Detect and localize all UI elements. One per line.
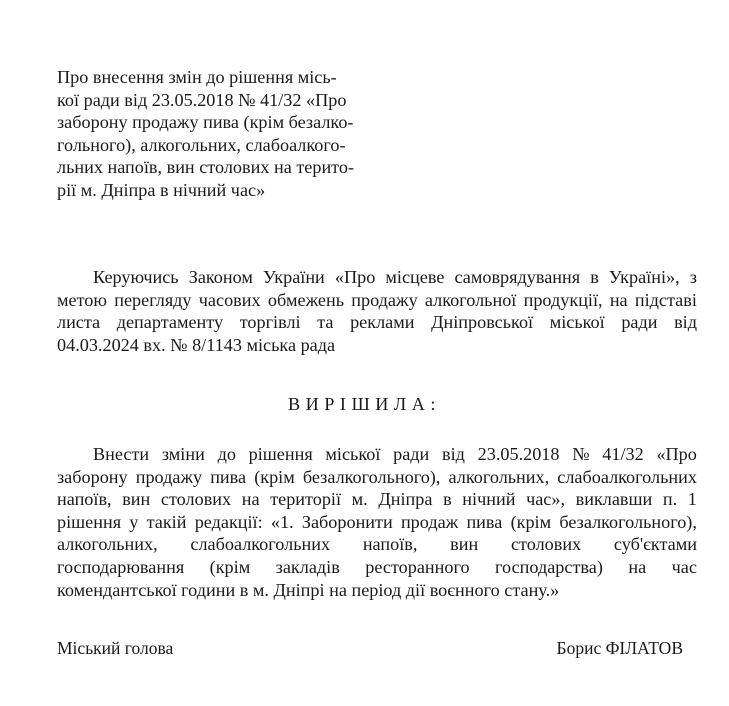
decision-line — [57, 556, 697, 579]
word: департаменту — [116, 312, 224, 333]
decision-line — [57, 443, 697, 466]
word: Дніпра — [378, 489, 433, 510]
word: (крім — [510, 511, 552, 532]
word: продажу — [135, 466, 203, 487]
word: заборону — [57, 466, 128, 487]
decision-heading: ВИРІШИЛА: — [288, 394, 441, 414]
word: реклами — [350, 312, 415, 333]
word: алкогольної — [424, 289, 517, 310]
signatory-name: Борис ФІЛАТОВ — [556, 638, 683, 658]
word: слабоалкогольних — [557, 466, 697, 487]
word: м. — [351, 489, 368, 510]
word: на — [241, 489, 260, 510]
word: столових — [510, 534, 582, 555]
word: у — [129, 511, 139, 532]
word: алкогольних, — [448, 466, 550, 487]
word: (крім — [254, 466, 295, 487]
word: 41/32 — [602, 444, 644, 464]
word: редакції: — [194, 511, 263, 532]
word: господарства) — [495, 556, 603, 577]
preamble-line — [57, 311, 697, 334]
word: перегляду — [114, 289, 192, 310]
word: Керуючись — [93, 267, 179, 287]
word: ради — [621, 312, 658, 333]
word: столових — [160, 489, 232, 510]
word: «Про — [334, 267, 376, 287]
word: безалкогольного), — [559, 511, 697, 532]
decision-line — [57, 488, 697, 511]
word: п. — [662, 489, 678, 510]
word: час — [671, 556, 697, 577]
word: в — [590, 267, 599, 287]
word: напоїв, — [362, 534, 418, 555]
word: з — [689, 267, 697, 287]
decision-paragraph — [57, 443, 697, 601]
word: «Про — [656, 444, 697, 464]
word: вин — [450, 534, 479, 555]
word: господарювання — [57, 556, 185, 577]
word: «1. — [270, 511, 294, 532]
word: зміни — [161, 444, 205, 464]
word: самоврядування — [454, 267, 581, 287]
word: продаж — [400, 511, 459, 532]
title-line: Про внесення змін до рішення місь- — [57, 67, 337, 87]
word: № — [572, 444, 590, 464]
word: ресторанного — [365, 556, 470, 577]
word: міської — [325, 444, 381, 464]
preamble-line — [57, 266, 697, 289]
word: рішення — [57, 511, 122, 532]
word: Заборонити — [301, 511, 393, 532]
word: листа — [57, 312, 101, 333]
word: час», — [526, 489, 565, 510]
preamble-line — [57, 289, 697, 312]
word: Дніпровської — [431, 312, 534, 333]
signatory-position: Міський голова — [57, 638, 174, 658]
word: ради — [393, 444, 430, 464]
preamble-line: 04.03.2024 вх. № 8/1143 міська рада — [57, 334, 336, 355]
word: продукції, — [523, 289, 603, 310]
word: від — [442, 444, 465, 464]
word: нічний — [462, 489, 516, 510]
preamble-paragraph — [57, 266, 697, 356]
word: (крім — [209, 556, 251, 577]
word: Україні», — [608, 267, 680, 287]
word: 23.05.2018 — [477, 444, 560, 464]
title-line: гольного), алкогольних, слабоалкого- — [57, 134, 346, 155]
decision-line — [57, 466, 697, 489]
decision-line: комендантської години в м. Дніпрі на період дії воєнного стану.» — [57, 579, 560, 600]
word: до — [217, 444, 236, 464]
title-line: льних напоїв, вин столових на терито- — [57, 157, 355, 178]
title-line: кої ради від 23.05.2018 № 41/32 «Про — [57, 89, 347, 110]
word: в — [443, 489, 452, 510]
word: алкогольних, — [57, 534, 158, 555]
word: метою — [57, 289, 107, 310]
decision-line — [57, 511, 697, 534]
word: закладів — [275, 556, 340, 577]
word: такій — [146, 511, 187, 532]
signature-block — [57, 638, 683, 659]
word: вин — [122, 489, 151, 510]
word: на — [609, 289, 628, 310]
decision-line — [57, 533, 697, 556]
word: часових — [198, 289, 261, 310]
title-line: рії м. Дніпра в нічний час» — [57, 179, 266, 200]
word: та — [317, 312, 334, 333]
word: України — [262, 267, 325, 287]
title-line: заборону продажу пива (крім безалко- — [57, 112, 354, 133]
word: обмежень — [267, 289, 345, 310]
word: пива — [210, 466, 247, 487]
word: рішення — [248, 444, 313, 464]
word: міської — [549, 312, 605, 333]
word: Законом — [188, 267, 253, 287]
word: 1 — [687, 489, 697, 510]
document-title — [57, 66, 367, 202]
word: слабоалкогольних — [190, 534, 331, 555]
word: торгівлі — [239, 312, 301, 333]
word: від — [674, 312, 697, 333]
word: території — [270, 489, 342, 510]
word: виклавши — [575, 489, 653, 510]
word: місцеве — [385, 267, 445, 287]
word: безалкогольного), — [302, 466, 441, 487]
word: продажу — [351, 289, 418, 310]
word: суб'єктами — [613, 534, 697, 555]
word: Внести — [93, 444, 150, 464]
word: на — [628, 556, 647, 577]
word: підставі — [634, 289, 697, 310]
word: пива — [466, 511, 503, 532]
word: напоїв, — [57, 489, 112, 510]
